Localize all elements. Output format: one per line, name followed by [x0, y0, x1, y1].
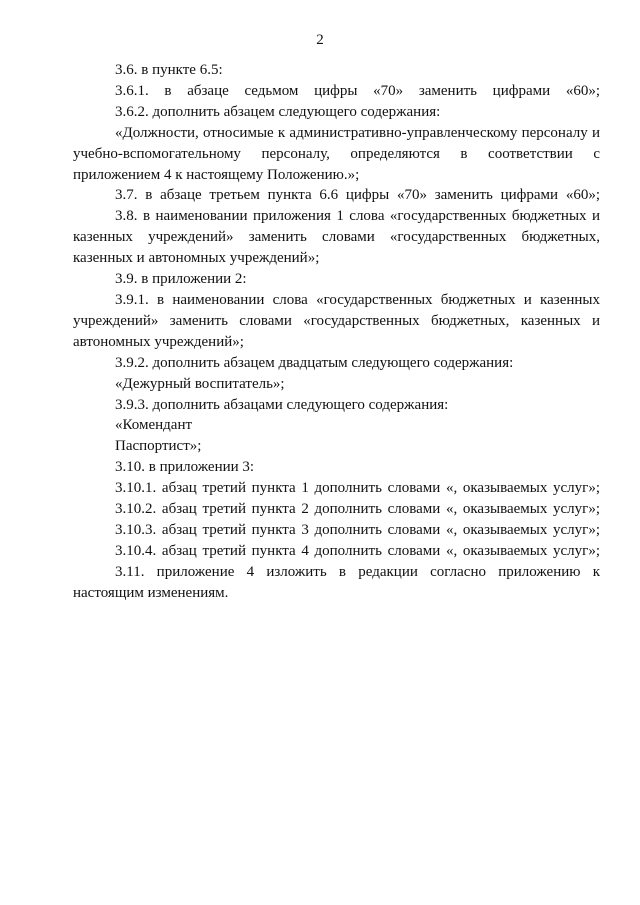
paragraph-quote-positions: «Должности, относимые к административно-управленческому персоналу и учебно-вспомогательному персоналу, определяются в соответствии с приложением 4 к настоящему Положению.»; — [73, 124, 600, 183]
paragraph-3-6: 3.6. в пункте 6.5: — [115, 62, 223, 78]
paragraph-3-9-2: 3.9.2. дополнить абзацем двадцатым следующего содержания: — [115, 354, 514, 371]
paragraph-passport-officer: Паспортист»; — [115, 438, 202, 455]
paragraph-3-6-2: 3.6.2. дополнить абзацем следующего содержания: — [115, 103, 441, 120]
page-number: 2 — [316, 32, 324, 48]
paragraph-3-10-2: 3.10.2. абзац третий пункта 2 дополнить словами «, оказываемых услуг»; — [115, 501, 600, 518]
paragraph-3-10-3: 3.10.3. абзац третий пункта 3 дополнить словами «, оказываемых услуг»; — [115, 521, 600, 538]
document-body — [73, 60, 600, 604]
paragraph-commandant: «Комендант — [115, 417, 193, 434]
paragraph-3-11: 3.11. приложение 4 изложить в редакции согласно приложению к настоящим изменениям. — [73, 563, 600, 601]
paragraph-3-7: 3.7. в абзаце третьем пункта 6.6 цифры «70» заменить цифрами «60»; — [115, 187, 600, 204]
paragraph-3-6-1: 3.6.1. в абзаце седьмом цифры «70» заменить цифрами «60»; — [115, 82, 600, 99]
paragraph-3-9-3: 3.9.3. дополнить абзацами следующего содержания: — [115, 396, 449, 413]
paragraph-3-10-1: 3.10.1. абзац третий пункта 1 дополнить словами «, оказываемых услуг»; — [115, 480, 600, 497]
paragraph-3-10-4: 3.10.4. абзац третий пункта 4 дополнить словами «, оказываемых услуг»; — [115, 542, 600, 559]
paragraph-3-10: 3.10. в приложении 3: — [115, 459, 255, 476]
paragraph-3-8: 3.8. в наименовании приложения 1 слова «государственных бюджетных и казенных учреждений» заменить словами «государственных бюджетных, казенных и автономных учреждений»; — [73, 208, 600, 267]
paragraph-3-9-1: 3.9.1. в наименовании слова «государственных бюджетных и казенных учреждений» заменить словами «государственных бюджетных, казенных и автономных учреждений»; — [73, 291, 600, 350]
paragraph-duty-educator: «Дежурный воспитатель»; — [115, 375, 285, 392]
paragraph-3-9: 3.9. в приложении 2: — [115, 271, 247, 288]
